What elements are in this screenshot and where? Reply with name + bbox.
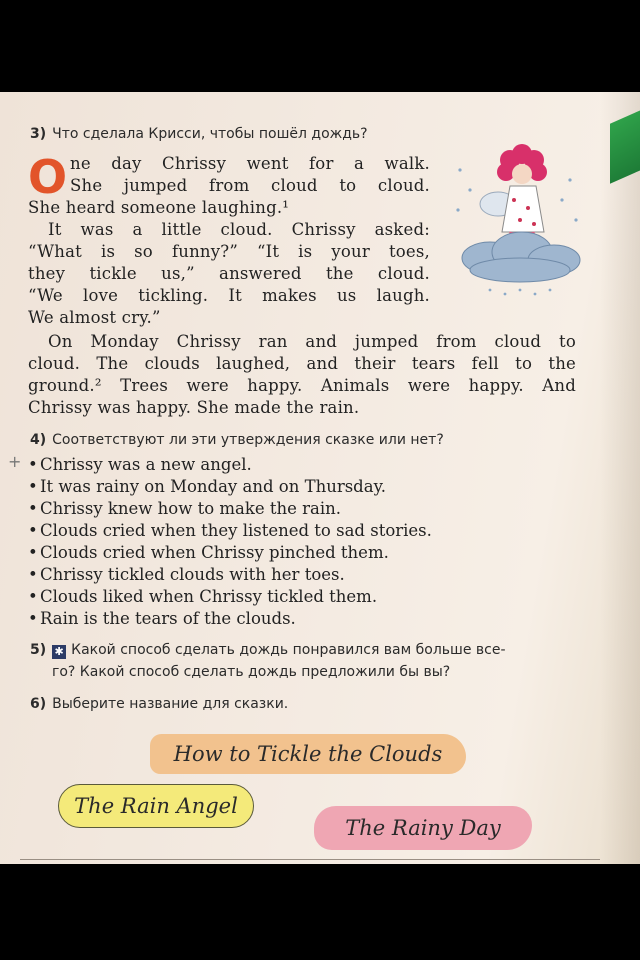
story-line-12: Chrissy was happy. She made the rain. [28, 398, 360, 417]
story-line-11: ground.² Trees were happy. Animals were happy. And [28, 376, 576, 395]
statement-item-4: • Clouds cried when they listened to sad stories. [40, 521, 432, 540]
task-6-text: Выберите название для сказки. [52, 696, 289, 712]
story-line-3: She heard someone laughing.¹ [28, 198, 290, 217]
story-line-2: She jumped from cloud to cloud. [70, 176, 430, 195]
task-5-line-1: Какой способ сделать дождь понравился вам больше все- [71, 642, 506, 658]
statement-item-5: • Clouds cried when Chrissy pinched them. [40, 543, 389, 562]
task-5-line-2: го? Какой способ сделать дождь предложили бы вы? [52, 664, 451, 680]
story-line-1: ne day Chrissy went for a walk. [70, 154, 430, 173]
title-option-tickle-clouds[interactable] [150, 734, 466, 774]
task-5-heading [30, 642, 506, 659]
statement-item-7: • Clouds liked when Chrissy tickled them. [40, 587, 377, 606]
statement-item-1: • Chrissy was a new angel. [40, 455, 252, 474]
statement-item-6: • Chrissy tickled clouds with her toes. [40, 565, 345, 584]
task-3-text: Что сделала Крисси, чтобы пошёл дождь? [52, 126, 368, 142]
task-6-heading [30, 696, 288, 712]
story-line-10: cloud. The clouds laughed, and their tears fell to the [28, 354, 576, 373]
task-4-number: 4) [30, 432, 47, 448]
handwritten-plus-mark: + [8, 452, 22, 471]
statement-item-3: • Chrissy knew how to make the rain. [40, 499, 341, 518]
title-option-2-text: The Rain Angel [74, 794, 238, 818]
title-option-3-text: The Rainy Day [345, 816, 501, 840]
face-icon [512, 164, 532, 184]
story-line-5: “What is so funny?” “It is your toes, [28, 242, 430, 261]
star-icon: ✱ [52, 645, 66, 659]
title-option-rain-angel[interactable] [58, 784, 254, 828]
story-line-8: We almost cry.” [28, 308, 161, 327]
page-bottom-rule [20, 859, 600, 860]
story-line-4: It was a little cloud. Chrissy asked: [48, 220, 430, 239]
statement-item-8: • Rain is the tears of the clouds. [40, 609, 296, 628]
story-line-9: On Monday Chrissy ran and jumped from cloud to [48, 332, 576, 351]
task-4-text: Соответствуют ли эти утверждения сказке или нет? [52, 432, 444, 448]
task-3-number: 3) [30, 126, 47, 142]
cloud-icon [462, 232, 580, 282]
story-line-6: they tickle us,” answered the cloud. [28, 264, 430, 283]
chrissy-cloud-illustration [450, 140, 585, 300]
statement-item-2: • It was rainy on Monday and on Thursday. [40, 477, 386, 496]
title-option-1-text: How to Tickle the Clouds [173, 742, 443, 766]
task-3-heading [30, 126, 368, 142]
dress-icon [502, 186, 544, 232]
title-option-rainy-day[interactable] [314, 806, 532, 850]
story-dropcap: O [28, 150, 68, 204]
task-6-number: 6) [30, 696, 47, 712]
page-shadow [600, 92, 640, 864]
task-5-number: 5) [30, 642, 47, 658]
task-4-heading [30, 432, 444, 448]
story-line-7: “We love tickling. It makes us laugh. [28, 286, 430, 305]
